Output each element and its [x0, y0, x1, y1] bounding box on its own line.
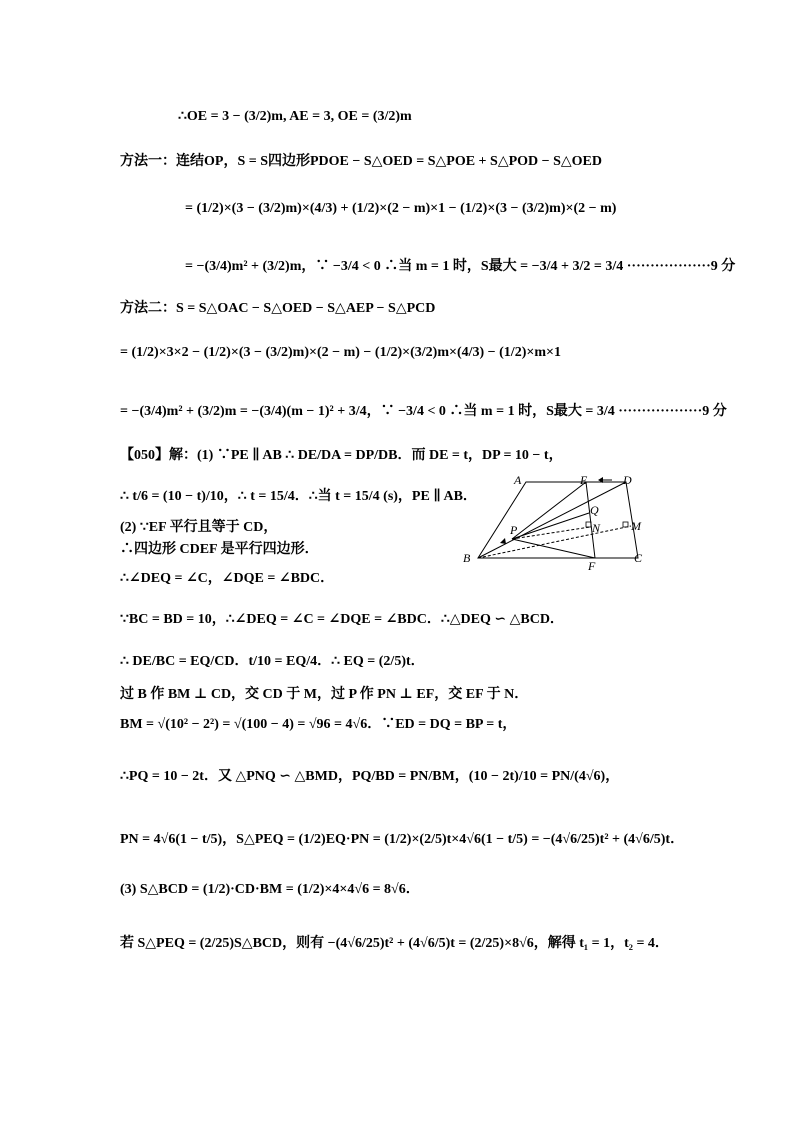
line-12: ∴∠DEQ = ∠C，∠DQE = ∠BDC． — [120, 571, 335, 586]
arrow-bp-head — [500, 538, 506, 544]
right-angle-m — [623, 522, 628, 527]
label-e: E — [580, 473, 588, 487]
segment-pe — [512, 482, 586, 539]
line-10: (2) ∵EF 平行且等于 CD， — [120, 520, 278, 535]
quad-abcd — [478, 482, 638, 558]
line-13: ∵BC = BD = 10，∴∠DEQ = ∠C = ∠DQE = ∠BDC．∴△DEQ ∽ △BCD． — [120, 612, 564, 627]
line-16: BM = √(10² − 2²) = √(100 − 4) = √96 = 4√6．∵ED = DQ = BP = t， — [120, 717, 517, 732]
line-4: = −(3/4)m² + (3/2)m，∵ −3/4 < 0 ∴当 m = 1 时，S最大 = −3/4 + 3/2 = 3/4 ··················9 分 — [185, 259, 736, 274]
segment-bd — [478, 482, 626, 558]
label-c: C — [634, 551, 643, 565]
line-18: PN = 4√6(1 − t/5)，S△PEQ = (1/2)EQ·PN = (1/2)×(2/5)t×4√6(1 − t/5) = −(4√6/25)t² + (4√6/5)t． — [120, 832, 685, 847]
line-19: (3) S△BCD = (1/2)·CD·BM = (1/2)×4×4√6 = 8√6． — [120, 882, 420, 897]
right-angle-n — [586, 522, 591, 527]
line-6: = (1/2)×3×2 − (1/2)×(3 − (3/2)m)×(2 − m) − (1/2)×(3/2)m×(4/3) − (1/2)×m×1 — [120, 345, 561, 360]
label-f: F — [588, 559, 596, 573]
line-7: = −(3/4)m² + (3/2)m = −(3/4)(m − 1)² + 3/4，∵ −3/4 < 0 ∴当 m = 1 时，S最大 = 3/4 ··················9 分 — [120, 404, 727, 419]
line-9: ∴ t/6 = (10 − t)/10，∴ t = 15/4．∴当 t = 15/4 (s)，PE ∥ AB． — [120, 489, 477, 504]
label-q: Q — [590, 503, 599, 517]
line-3: = (1/2)×(3 − (3/2)m)×(4/3) + (1/2)×(2 − m)×1 − (1/2)×(3 − (3/2)m)×(2 − m) — [185, 201, 617, 216]
line-14: ∴ DE/BC = EQ/CD．t/10 = EQ/4．∴ EQ = (2/5)t． — [120, 654, 425, 669]
line-2: 方法一：连结OP，S = S四边形PDOE − S△OED = S△POE + S△POD − S△OED — [120, 154, 603, 169]
geometry-figure — [460, 470, 670, 580]
label-p: P — [510, 523, 518, 537]
label-a: A — [514, 473, 522, 487]
line-8: 【050】解：(1) ∵PE ∥ AB ∴ DE/DA = DP/DB．而 DE = t，DP = 10 − t， — [120, 448, 563, 463]
line-15: 过 B 作 BM ⊥ CD，交 CD 于 M，过 P 作 PN ⊥ EF，交 EF 于 N． — [120, 687, 529, 702]
segment-bm — [478, 526, 631, 558]
line-5: 方法二：S = S△OAC − S△OED − S△AEP − S△PCD — [120, 301, 436, 316]
label-n: N — [592, 521, 601, 535]
line-20: 若 S△PEQ = (2/25)S△BCD，则有 −(4√6/25)t² + (4√6/5)t = (2/25)×8√6，解得 t₁ = 1，t₂ = 4． — [120, 936, 669, 951]
segment-ef — [586, 482, 595, 558]
line-1: ∴OE = 3 − (3/2)m, AE = 3, OE = (3/2)m — [178, 109, 412, 124]
segment-pq — [512, 513, 589, 539]
line-11: ∴四边形 CDEF 是平行四边形． — [120, 542, 319, 557]
label-m: M — [631, 519, 641, 533]
label-d: D — [623, 473, 632, 487]
line-17: ∴PQ = 10 − 2t．又 △PNQ ∽ △BMD，PQ/BD = PN/BM，(10 − 2t)/10 = PN/(4√6)， — [120, 769, 620, 784]
label-b: B — [463, 551, 471, 565]
